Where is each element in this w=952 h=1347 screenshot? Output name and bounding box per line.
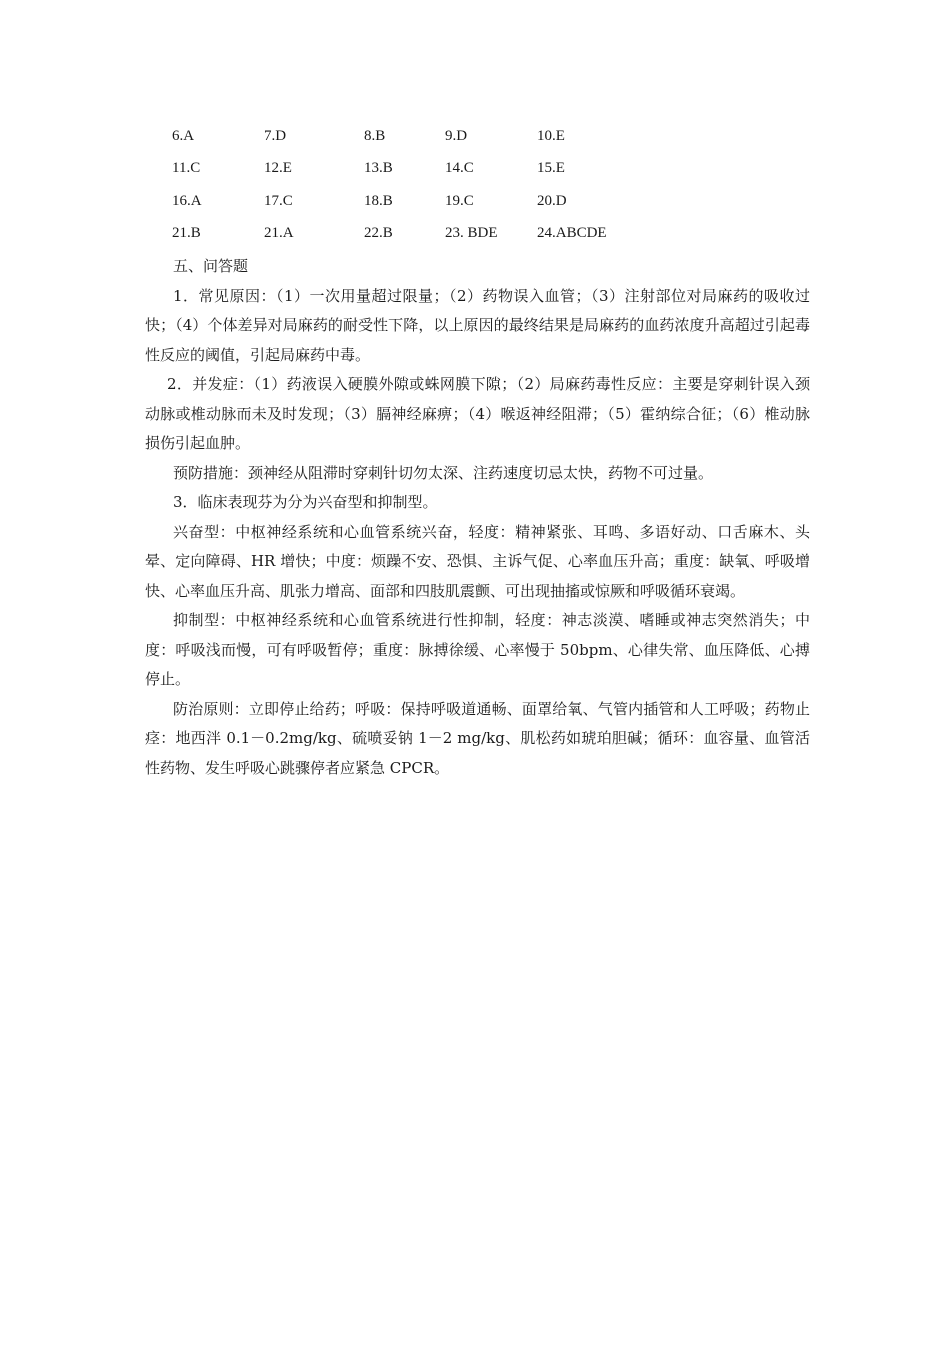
answer-item: 13.B: [364, 160, 393, 177]
answer-item: 20.D: [537, 192, 567, 209]
qa-section: [145, 252, 810, 783]
answer-row: [172, 221, 772, 253]
answer-item: 12.E: [264, 160, 292, 177]
answer-item: 19.C: [445, 192, 474, 209]
inhibitory-paragraph: 抑制型：中枢神经系统和心血管系统进行性抑制，轻度：神志淡漠、嗜睡或神志突然消失；中度：呼吸浅而慢，可有呼吸暂停；重度：脉搏徐缓、心率慢于 50bpm、心律失常、血压降低、心搏停止。: [145, 611, 810, 688]
answer-item: 15.E: [537, 160, 565, 177]
answer-item: 7.D: [264, 128, 287, 144]
answer-paragraph-1: 1．常见原因：（1）一次用量超过限量；（2）药物误入血管；（3）注射部位对局麻药的吸收过快；（4）个体差异对局麻药的耐受性下降，以上原因的最终结果是局麻药的血药浓度升高超过引起毒性反应的阈值，引起局麻药中毒。: [145, 286, 810, 364]
treatment-paragraph: 防治原则：立即停止给药；呼吸：保持呼吸道通畅、面罩给氧、气管内插管和人工呼吸；药物止痉：地西泮 0.1－0.2mg/kg、硫喷妥钠 1－2 mg/kg、肌松药如琥珀胆碱；循环：血容量、血管活性药物、发生呼吸心跳骤停者应紧急 CPCR。: [145, 699, 810, 777]
answer-paragraph-2: 2．并发症：（1）药液误入硬膜外隙或蛛网膜下隙；（2）局麻药毒性反应：主要是穿刺针误入颈动脉或椎动脉而未及时发现；（3）膈神经麻痹；（4）喉返神经阻滞；（5）霍纳综合征；（6）椎动脉损伤引起血肿。: [145, 375, 810, 452]
answer-item: 21.B: [172, 224, 201, 241]
excitatory-paragraph: 兴奋型：中枢神经系统和心血管系统兴奋，轻度：精神紧张、耳鸣、多语好动、口舌麻木、头晕、定向障碍、HR 增快；中度：烦躁不安、恐惧、主诉气促、心率血压升高；重度：缺氧、呼吸增快、心率血压升高、肌张力增高、面部和四肢肌震颤、可出现抽搐或惊厥和呼吸循环衰竭。: [145, 522, 810, 600]
answer-row: [172, 156, 772, 188]
answer-item: 18.B: [364, 192, 393, 209]
section-heading: 五、问答题: [173, 257, 249, 275]
answer-item: 17.C: [264, 192, 293, 209]
answer-item: 6.A: [172, 128, 195, 144]
answer-item: 21.A: [264, 224, 294, 241]
answer-row: [172, 124, 772, 156]
answer-item: 22.B: [364, 224, 393, 241]
answer-item: 24.ABCDE: [537, 224, 607, 241]
answer-paragraph-3: 3．临床表现芬为分为兴奋型和抑制型。: [173, 493, 438, 511]
answer-item: 16.A: [172, 192, 202, 209]
answer-item: 14.C: [445, 160, 474, 177]
prevention-paragraph: 预防措施：颈神经从阻滞时穿刺针切勿太深、注药速度切忌太快，药物不可过量。: [173, 463, 714, 482]
answer-row: [172, 189, 772, 221]
answer-item: 10.E: [537, 128, 565, 144]
answer-item: 11.C: [172, 160, 201, 177]
answer-item: 9.D: [445, 128, 468, 144]
answer-key-grid: [172, 124, 772, 253]
answer-item: 23. BDE: [445, 224, 498, 241]
answer-item: 8.B: [364, 128, 386, 144]
